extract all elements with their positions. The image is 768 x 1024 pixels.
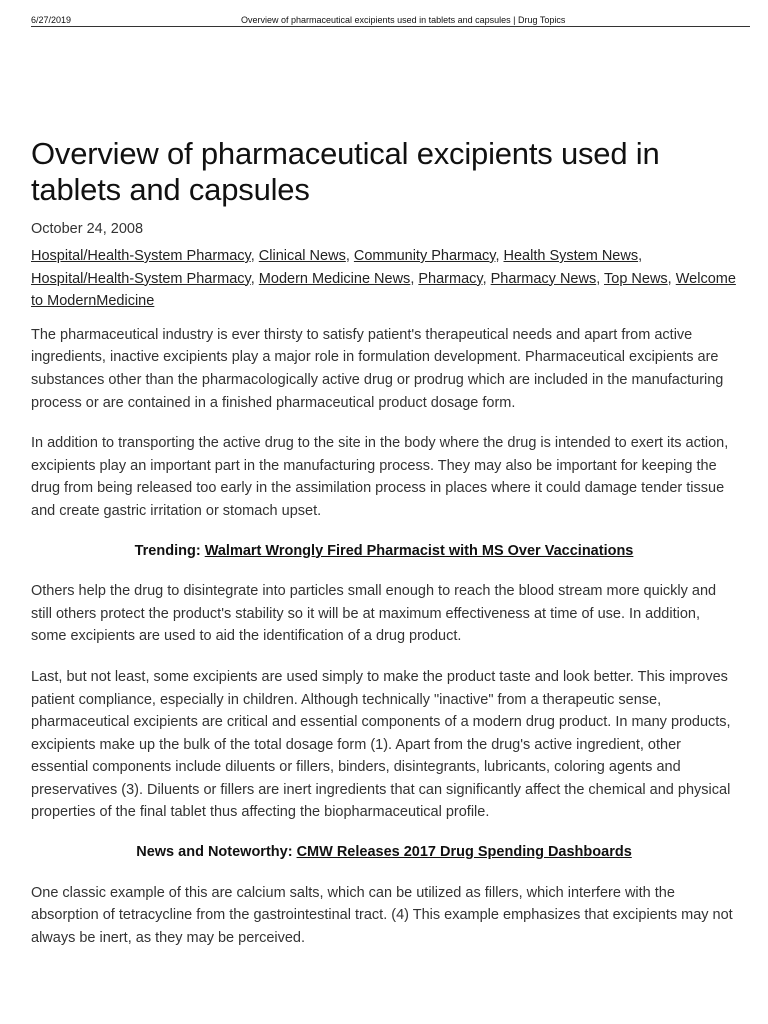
article-date: October 24, 2008 (31, 221, 144, 237)
trending-label: Trending: (134, 542, 201, 559)
trending-promo (31, 540, 737, 563)
trending-link[interactable]: Walmart Wrongly Fired Pharmacist with MS Over Vaccinations (204, 542, 634, 559)
article-paragraph: One classic example of this are calcium salts, which can be utilized as fillers, which interfere with the absorption of tetracycline from the gastrointestinal tract. (4) This example emphasizes that excipients may not always be inert, as they may be perceived. (31, 884, 733, 946)
article-paragraph: Others help the drug to disintegrate into particles small enough to reach the blood stream more quickly and still others protect the product's stability so it will be at maximum effectiveness at time of use. In addition, some excipients are used to aid the identification of a drug product. (31, 583, 717, 645)
category-link[interactable]: Top News (604, 270, 668, 287)
news-label: News and Noteworthy: (136, 844, 293, 861)
category-link[interactable]: Pharmacy News (490, 270, 597, 287)
category-link[interactable]: Pharmacy (418, 270, 483, 287)
category-link[interactable]: Clinical News (258, 248, 346, 264)
category-link[interactable]: Modern Medicine News (258, 270, 411, 287)
article-paragraph: The pharmaceutical industry is ever thirsty to satisfy patient's therapeutical needs and apart from active ingredients, inactive excipients play a major role in formulation development. Pharmaceutical excipients are substances other than the pharmacologically active drug or prodrug which are included in the manufacturing process or are contained in a finished pharmaceutical product dosage form. (31, 326, 724, 411)
article-paragraph: In addition to transporting the active drug to the site in the body where the drug is intended to exert its action, excipients play an important part in the manufacturing process. They may also be important for keeping the drug from being released too early in the assimilation process in places where it could damage tender tissue and create gastric irritation or stomach upset. (31, 435, 729, 519)
article-title: Overview of pharmaceutical excipients used in tablets and capsules (31, 136, 660, 207)
category-link[interactable]: Hospital/Health-System Pharmacy (31, 248, 251, 264)
category-link[interactable]: Hospital/Health-System Pharmacy (31, 270, 251, 287)
category-link[interactable]: Health System News (503, 248, 639, 264)
category-link[interactable]: Welcome to ModernMedicine (31, 270, 736, 310)
article-paragraph: Last, but not least, some excipients are used simply to make the product taste and look better. This improves patient compliance, especially in children. Although technically "inactive" from a therapeutic sense, pharmaceutical excipients are critical and essential components of a modern drug product. In many products, excipients make up the bulk of the total dosage form (1). Apart from the drug's active ingredient, other essential components include diluents or fillers, binders, disintegrants, lubricants, coloring agents and preservatives (3). Diluents or fillers are inert ingredients that can significantly affect the chemical and physical properties of the final tablet thus affecting the biopharmaceutical profile. (31, 668, 731, 821)
print-date: 6/27/2019 (31, 15, 72, 25)
print-page-title: Overview of pharmaceutical excipients used in tablets and capsules | Drug Topics (241, 15, 566, 25)
category-link[interactable]: Community Pharmacy (353, 248, 496, 264)
article (31, 136, 737, 949)
category-links: Hospital/Health-System Pharmacy, Clinical News, Community Pharmacy, Health System News, Hospital/Health-System Pharmacy, Modern Medicine News, Pharmacy, Pharmacy News, Top News, Welcome to ModernMedicine (31, 248, 736, 310)
print-header (31, 14, 750, 27)
news-link[interactable]: CMW Releases 2017 Drug Spending Dashboards (296, 844, 632, 861)
news-promo (31, 841, 737, 864)
